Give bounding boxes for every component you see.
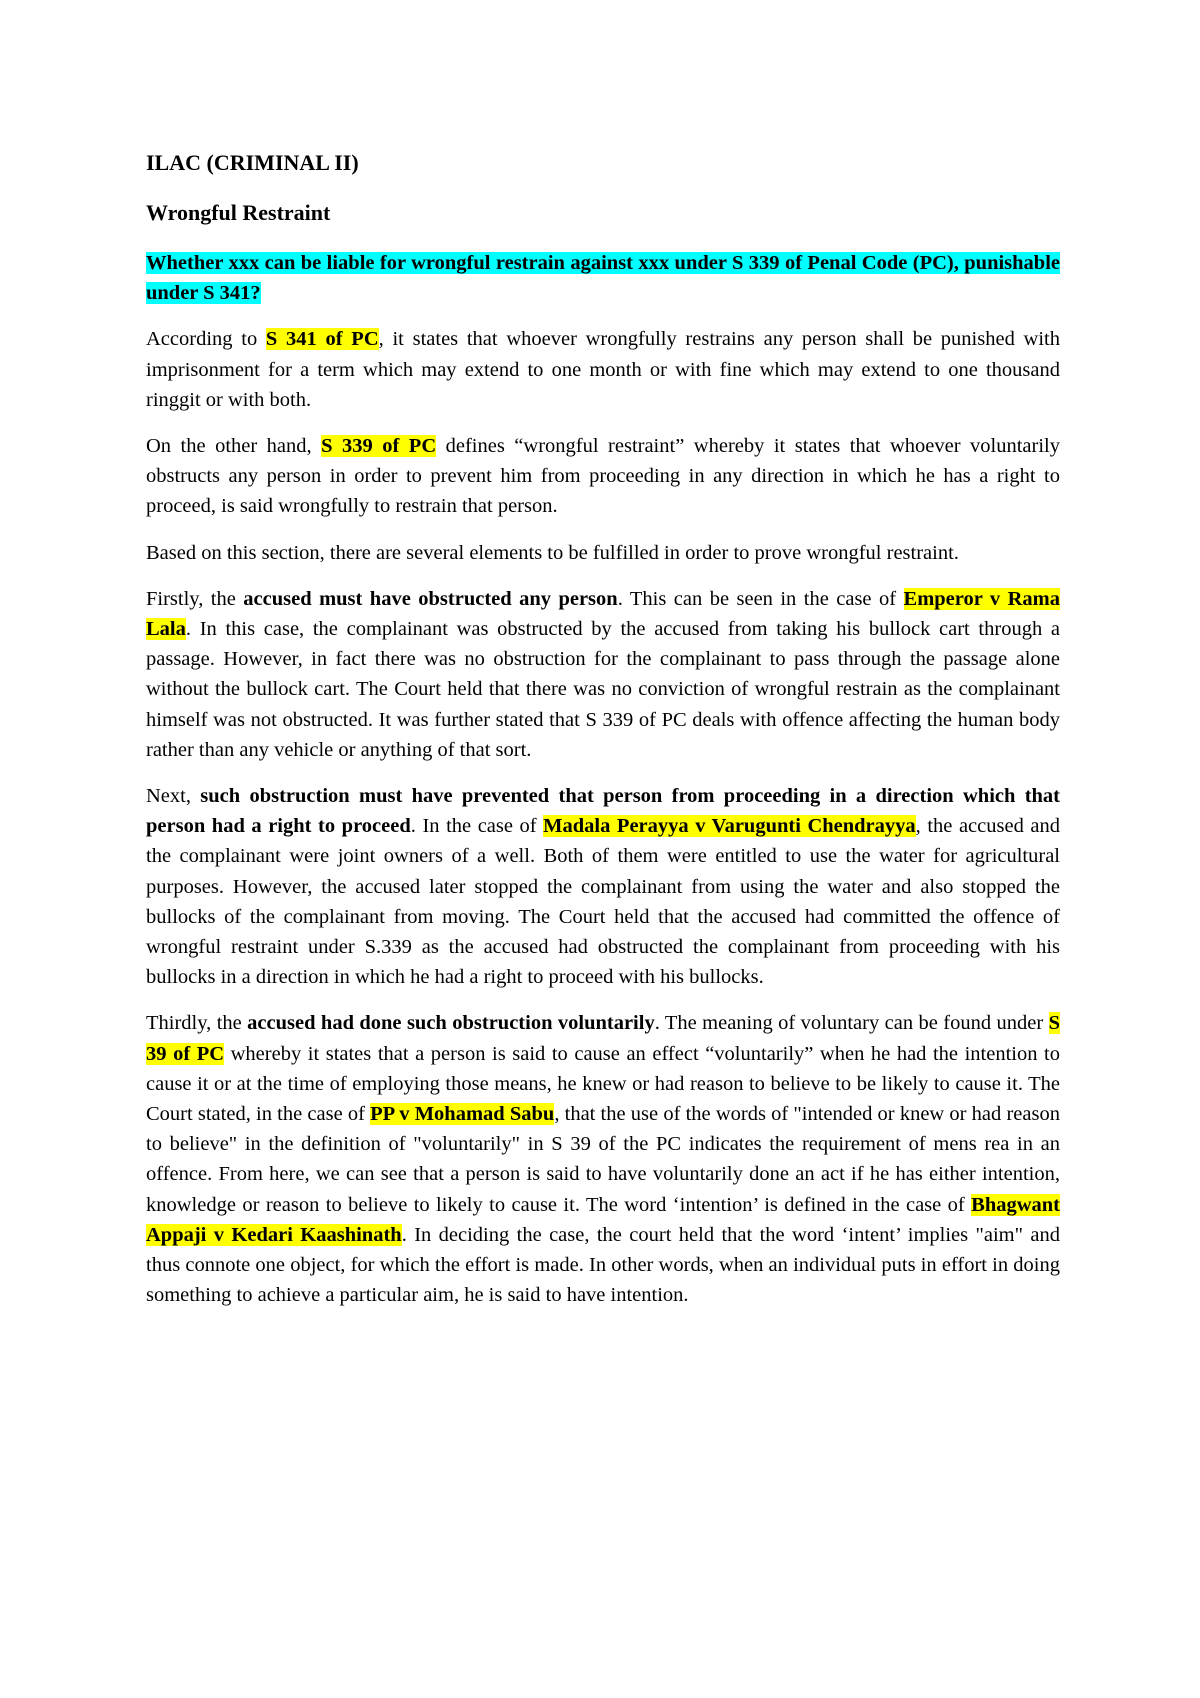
paragraph-second-element — [146, 781, 1060, 992]
paragraph-first-element — [146, 584, 1060, 765]
text-run: . This can be seen in the case of — [617, 587, 904, 610]
paragraph-elements: Based on this section, there are several elements to be fulfilled in order to prove wrongful restraint. — [146, 541, 959, 564]
text-run: . The meaning of voluntary can be found under — [654, 1012, 1049, 1035]
citation-case: PP v Mohamad Sabu — [370, 1103, 555, 1126]
text-run: . In this case, the complainant was obstructed by the accused from taking his bullock cart through a passage. However, in fact there was no obstruction for the complainant to pass through the passage alone without the bullock cart. The Court held that there was no conviction of wrongful restrain as the complainant himself was not obstructed. It was further stated that S 339 of PC deals with offence affecting the human body rather than any vehicle or anything of that sort. — [146, 618, 1060, 761]
text-run: Next, — [146, 785, 201, 808]
element-bold: accused had done such obstruction voluntarily — [247, 1012, 655, 1035]
paragraph-s339 — [146, 431, 1060, 522]
text-run: , that the use of the words of "intended or knew or had reason to believe" in the definition of "voluntarily" in S 39 of the PC indicates the requirement of mens rea in an offence. From here, we can see that a person is said to have voluntarily done an act if he has either intention, knowledge or reason to believe to likely to cause it. The word ‘intention’ is defined in the case of — [146, 1103, 1060, 1216]
citation-s341: S 341 of PC — [265, 328, 379, 351]
text-run: , it states that whoever wrongfully restrains any person shall be punished with imprisonment for a term which may extend to one month or with fine which may extend to one thousand ringgit or with both. — [146, 328, 1060, 411]
text-run: . In the case of — [410, 815, 544, 838]
document-body — [146, 148, 1060, 1327]
citation-case: Madala Perayya v Varugunti Chendrayya — [543, 815, 916, 838]
paragraph-third-element — [146, 1008, 1060, 1310]
citation-case: Bhagwant Appaji v Kedari Kaashinath — [146, 1193, 1060, 1246]
text-run: Firstly, the — [146, 587, 244, 610]
issue-highlight: Whether xxx can be liable for wrongful restrain against xxx under S 339 of Penal Code (PC), punishable under S 341? — [146, 252, 1060, 305]
text-run: , the accused and the complainant were joint owners of a well. Both of them were entitled to use the water for agricultural purposes. However, the accused later stopped the complainant from using the water and also stopped the bullocks of the complainant from moving. The Court held that the accused had committed the offence of wrongful restraint under S.339 as the accused had obstructed the complainant from proceeding with his bullocks in a direction in which he had a right to proceed with his bullocks. — [146, 815, 1060, 989]
text-run: whereby it states that a person is said to cause an effect “voluntarily” when he had the intention to cause it or at the time of employing those means, he knew or had reason to believe to be likely to cause it. The Court stated, in the case of — [146, 1042, 1060, 1126]
text-run: . In deciding the case, the court held that the word ‘intent’ implies "aim" and thus connote one object, for which the effort is made. In other words, when an individual puts in effort in doing something to achieve a particular aim, he is said to have intention. — [146, 1223, 1060, 1307]
text-run: defines “wrongful restraint” whereby it states that whoever voluntarily obstructs any person in order to prevent him from proceeding in any direction in which he has a right to proceed, is said wrongfully to restrain that person. — [146, 435, 1060, 518]
text-run: Thirdly, the — [146, 1012, 248, 1035]
citation-s339: S 339 of PC — [321, 435, 437, 458]
text-run: According to — [146, 328, 266, 351]
citation-case: Emperor v Rama Lala — [146, 587, 1061, 641]
citation-s39: S 39 of PC — [146, 1012, 1061, 1065]
paragraph-s341 — [146, 324, 1060, 415]
text-run: On the other hand, — [146, 435, 322, 458]
issue-statement — [146, 248, 1060, 308]
element-bold: such obstruction must have prevented that person from proceeding in a direction which that person had a right to proceed — [146, 785, 1060, 838]
element-bold: accused must have obstructed any person — [243, 587, 618, 610]
document-title: ILAC (CRIMINAL II) — [146, 150, 359, 175]
section-heading: Wrongful Restraint — [146, 200, 331, 225]
